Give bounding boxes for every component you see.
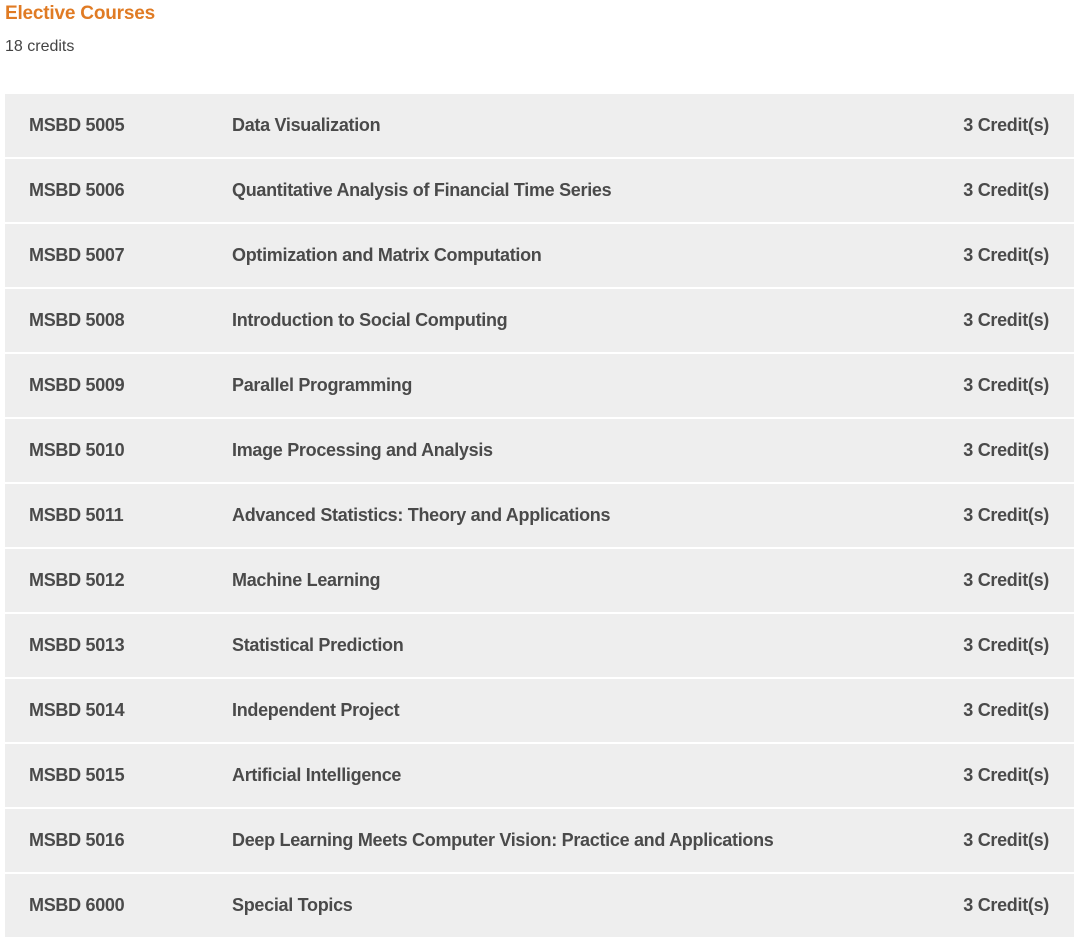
course-row — [5, 549, 1074, 614]
course-row — [5, 679, 1074, 744]
course-code: MSBD 5011 — [29, 505, 124, 525]
course-credit: 3 Credit(s) — [963, 180, 1049, 200]
course-name: Special Topics — [232, 895, 353, 915]
course-credit: 3 Credit(s) — [963, 310, 1049, 330]
course-name: Artificial Intelligence — [232, 765, 402, 785]
course-credit: 3 Credit(s) — [963, 830, 1049, 850]
section-credits: 18 credits — [5, 38, 75, 55]
course-credit: 3 Credit(s) — [963, 635, 1049, 655]
course-code: MSBD 5012 — [29, 570, 125, 590]
course-row — [5, 224, 1074, 289]
course-code: MSBD 5014 — [29, 700, 125, 720]
course-name: Introduction to Social Computing — [232, 310, 508, 330]
course-code: MSBD 5015 — [29, 765, 125, 785]
course-table — [5, 94, 1074, 939]
course-code: MSBD 5006 — [29, 180, 125, 200]
course-code: MSBD 5005 — [29, 115, 125, 135]
course-row — [5, 159, 1074, 224]
course-code: MSBD 5016 — [29, 830, 125, 850]
course-row — [5, 419, 1074, 484]
course-code: MSBD 6000 — [29, 895, 125, 915]
course-code: MSBD 5008 — [29, 310, 125, 330]
course-name: Data Visualization — [232, 115, 381, 135]
course-credit: 3 Credit(s) — [963, 440, 1049, 460]
course-credit: 3 Credit(s) — [963, 375, 1049, 395]
course-credit: 3 Credit(s) — [963, 245, 1049, 265]
course-row — [5, 94, 1074, 159]
course-credit: 3 Credit(s) — [963, 115, 1049, 135]
course-name: Independent Project — [232, 700, 400, 720]
course-name: Statistical Prediction — [232, 635, 404, 655]
course-code: MSBD 5010 — [29, 440, 125, 460]
course-row — [5, 289, 1074, 354]
course-credit: 3 Credit(s) — [963, 505, 1049, 525]
course-row — [5, 744, 1074, 809]
course-name: Machine Learning — [232, 570, 381, 590]
course-credit: 3 Credit(s) — [963, 570, 1049, 590]
course-name: Image Processing and Analysis — [232, 440, 493, 460]
course-name: Quantitative Analysis of Financial Time Series — [232, 180, 612, 200]
section-title: Elective Courses — [5, 3, 155, 24]
course-name: Optimization and Matrix Computation — [232, 245, 542, 265]
course-code: MSBD 5009 — [29, 375, 125, 395]
course-code: MSBD 5007 — [29, 245, 125, 265]
course-name: Parallel Programming — [232, 375, 413, 395]
course-row — [5, 809, 1074, 874]
course-row — [5, 874, 1074, 939]
course-row — [5, 484, 1074, 549]
course-credit: 3 Credit(s) — [963, 895, 1049, 915]
course-row — [5, 354, 1074, 419]
course-credit: 3 Credit(s) — [963, 700, 1049, 720]
course-credit: 3 Credit(s) — [963, 765, 1049, 785]
course-name: Deep Learning Meets Computer Vision: Practice and Applications — [232, 830, 774, 850]
course-name: Advanced Statistics: Theory and Applications — [232, 505, 611, 525]
course-code: MSBD 5013 — [29, 635, 125, 655]
course-row — [5, 614, 1074, 679]
